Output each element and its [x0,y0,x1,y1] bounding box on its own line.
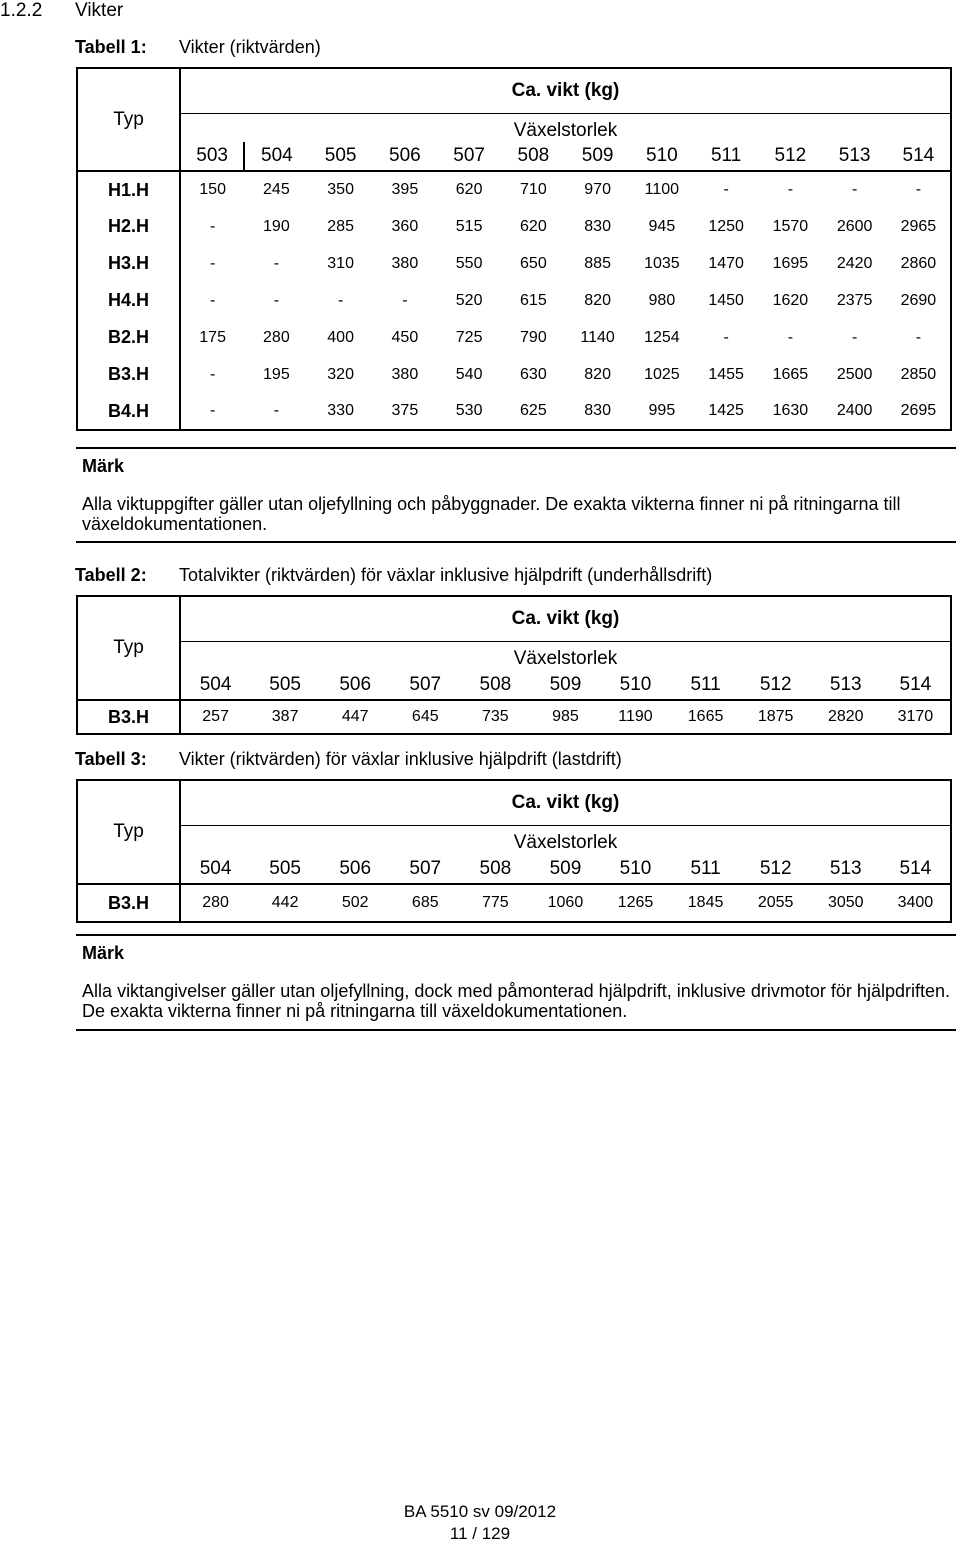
size-header: 512 [741,670,811,700]
table2-size-row [77,670,951,700]
size-header: 511 [694,142,758,171]
weight-cell: 710 [520,181,547,198]
size-header: 513 [811,670,881,700]
weight-cell: 550 [455,254,483,272]
weight-cell: 735 [460,700,530,734]
table2 [76,595,952,735]
table-row [77,245,951,282]
weight-cell: 1665 [671,700,741,734]
section-number: 1.2.2 [0,0,43,21]
weight-cell: 502 [320,884,390,922]
weight-cell: 380 [391,365,419,383]
row-type-label: B4.H [77,393,180,430]
weight-cell: - [180,393,244,430]
size-header: 514 [887,142,951,171]
size-header: 508 [460,670,530,700]
note1-rule-bottom [76,541,956,543]
table-row [77,700,951,734]
footer-page-number: 11 / 129 [449,1524,511,1543]
weight-cell: 620 [455,181,483,198]
weight-cell: - [851,328,858,346]
note1-text: Alla viktuppgifter gäller utan oljefyllning och påbyggnader. De exakta vikterna finner ni på ritningarna till växeldokumentationen. [82,494,901,534]
weight-cell: 175 [199,328,226,346]
size-header: 512 [758,142,822,171]
weight-cell: 375 [373,393,437,430]
table3-caption: Vikter (riktvärden) för växlar inklusive hjälpdrift (lastdrift) [179,749,622,769]
weight-cell: 190 [263,217,290,235]
weight-cell: 320 [327,365,354,383]
weight-cell: - [273,291,280,309]
vaxelstorlek-header: Växelstorlek [180,641,951,670]
weight-cell: 820 [584,365,611,383]
size-header: 505 [250,670,320,700]
weight-cell: 520 [455,291,483,309]
size-header: 506 [320,854,390,884]
table1 [76,67,952,431]
weight-cell: 3170 [881,700,951,734]
weight-cell: - [787,328,794,346]
ca-vikt-header: Ca. vikt (kg) [180,68,951,113]
weight-cell: 985 [530,700,600,734]
table-row [77,171,951,208]
note2-heading: Märk [82,943,125,963]
weight-cell: 645 [390,700,460,734]
weight-cell: 1470 [708,254,744,272]
weight-cell: 1265 [600,884,670,922]
weight-cell: 280 [180,884,250,922]
weight-cell: 1100 [644,181,680,198]
weight-cell: 885 [584,254,611,272]
size-header: 510 [600,854,670,884]
weight-cell: 540 [455,365,483,383]
size-header: 506 [373,142,437,171]
weight-cell: 1140 [580,328,615,346]
size-header: 509 [566,142,630,171]
weight-cell: 1250 [708,217,744,235]
weight-cell: 630 [520,365,547,383]
weight-cell: 257 [180,700,250,734]
size-header: 503 [180,142,244,171]
row-type-label: H1.H [77,171,180,208]
table-row [77,393,951,430]
weight-cell: 1620 [772,291,809,309]
weight-cell: 3400 [881,884,951,922]
weight-cell: 350 [327,181,354,198]
weight-cell: 280 [263,328,290,346]
weight-cell: - [244,393,308,430]
weight-cell: 1450 [708,291,744,309]
table-row [77,356,951,393]
size-header: 505 [250,854,320,884]
weight-cell: 387 [250,700,320,734]
section-title: Vikter [75,0,124,21]
size-header: 508 [501,142,565,171]
note1-rule [76,447,956,449]
weight-cell: 442 [250,884,320,922]
weight-cell: 1455 [708,365,744,383]
weight-cell: 515 [455,217,483,235]
table1-size-row [77,142,951,171]
weight-cell: 400 [327,328,354,346]
size-header: 509 [530,670,600,700]
weight-cell: 450 [391,328,419,346]
weight-cell: 970 [584,181,611,198]
vaxelstorlek-header: Växelstorlek [180,113,951,142]
weight-cell: 2600 [836,217,873,235]
size-header: 511 [671,670,741,700]
table1-caption: Vikter (riktvärden) [179,37,321,57]
ca-vikt-header: Ca. vikt (kg) [180,596,951,641]
row-type-label: B3.H [77,884,180,922]
weight-cell: - [209,217,216,235]
weight-cell: 2055 [741,884,811,922]
weight-cell: - [209,254,216,272]
weight-cell: - [209,291,216,309]
weight-cell: 330 [309,393,373,430]
weight-cell: 2850 [887,356,951,393]
weight-cell: 2820 [811,700,881,734]
weight-cell: - [723,181,729,198]
weight-cell: 245 [263,181,290,198]
size-header: 507 [437,142,501,171]
size-header: 505 [309,142,373,171]
weight-cell: 980 [648,291,676,309]
weight-cell: 1570 [772,217,809,235]
row-type-label: H3.H [77,245,180,282]
weight-cell: 615 [520,291,547,309]
size-header: 504 [180,670,250,700]
typ-header: Typ [77,780,180,884]
weight-cell: 1425 [694,393,758,430]
weight-cell: - [273,254,280,272]
weight-cell: 2420 [836,254,873,272]
weight-cell: 285 [327,217,354,235]
table-row [77,884,951,922]
size-header: 504 [180,854,250,884]
weight-cell: - [887,319,951,356]
weight-cell: 625 [501,393,565,430]
weight-cell: 945 [648,217,676,235]
weight-cell: 995 [630,393,694,430]
weight-cell: 830 [566,393,630,430]
row-type-label: H4.H [77,282,180,319]
size-header: 509 [530,854,600,884]
weight-cell: 2695 [887,393,951,430]
weight-cell: 2860 [887,245,951,282]
weight-cell: 685 [390,884,460,922]
weight-cell: 1254 [644,328,680,346]
size-header: 512 [741,854,811,884]
weight-cell: 1665 [772,365,809,383]
weight-cell: 2500 [836,365,873,383]
weight-cell: 3050 [811,884,881,922]
weight-cell: 650 [520,254,547,272]
weight-cell: - [723,328,729,346]
table3-size-row [77,854,951,884]
table1-label: Tabell 1: [75,37,147,57]
row-type-label: B3.H [77,356,180,393]
row-type-label: H2.H [77,208,180,245]
size-header: 510 [630,142,694,171]
weight-cell: 2965 [887,208,951,245]
note1-heading: Märk [82,456,125,476]
weight-cell: 310 [327,254,354,272]
weight-cell: 1875 [741,700,811,734]
size-header: 511 [671,854,741,884]
note2-text: Alla viktangivelser gäller utan oljefyllning, dock med påmonterad hjälpdrift, inklusive drivmotor för hjälpdriften. De exakta vikterna finner ni på ritningarna till växeldokumentationen. [82,981,950,1021]
weight-cell: 530 [437,393,501,430]
weight-cell: 2400 [823,393,887,430]
weight-cell: - [851,181,858,198]
row-type-label: B2.H [77,319,180,356]
weight-cell: 195 [263,365,290,383]
weight-cell: - [787,181,794,198]
weight-cell: - [402,291,408,309]
weight-cell: - [337,291,344,309]
typ-header: Typ [77,68,180,171]
weight-cell: 790 [520,328,547,346]
size-header: 513 [811,854,881,884]
size-header: 508 [460,854,530,884]
table2-caption: Totalvikter (riktvärden) för växlar inklusive hjälpdrift (underhållsdrift) [179,565,713,585]
size-header: 506 [320,670,390,700]
ca-vikt-header: Ca. vikt (kg) [180,780,951,825]
table3 [76,779,952,923]
size-header: 514 [881,670,951,700]
note2-rule-bottom [76,1029,956,1031]
weight-cell: 1035 [644,254,680,272]
table3-label: Tabell 3: [75,749,147,769]
weight-cell: 380 [391,254,419,272]
weight-cell: 725 [455,328,483,346]
typ-header: Typ [77,596,180,700]
table2-body [77,700,951,734]
footer-doc-id: BA 5510 sv 09/2012 [403,1502,557,1521]
row-type-label: B3.H [77,700,180,734]
weight-cell: 1695 [772,254,809,272]
table2-label: Tabell 2: [75,565,147,585]
weight-cell: 447 [320,700,390,734]
weight-cell: 1845 [671,884,741,922]
size-header: 504 [244,142,308,171]
weight-cell: - [209,365,216,383]
weight-cell: 830 [584,217,611,235]
table-row [77,319,951,356]
size-header: 507 [390,670,460,700]
size-header: 507 [390,854,460,884]
weight-cell: 775 [460,884,530,922]
weight-cell: 2375 [836,291,873,309]
table3-body [77,884,951,922]
weight-cell: 1025 [644,365,680,383]
weight-cell: - [887,171,951,208]
weight-cell: 395 [391,181,419,198]
table1-body [77,171,951,430]
weight-cell: 2690 [887,282,951,319]
size-header: 514 [881,854,951,884]
table-row [77,208,951,245]
weight-cell: 360 [391,217,419,235]
weight-cell: 620 [520,217,547,235]
note2-rule [76,934,956,936]
weight-cell: 1060 [530,884,600,922]
vaxelstorlek-header: Växelstorlek [180,825,951,854]
weight-cell: 1630 [758,393,822,430]
table-row [77,282,951,319]
size-header: 510 [600,670,670,700]
weight-cell: 1190 [600,700,670,734]
size-header: 513 [823,142,887,171]
weight-cell: 820 [584,291,611,309]
weight-cell: 150 [199,181,226,198]
